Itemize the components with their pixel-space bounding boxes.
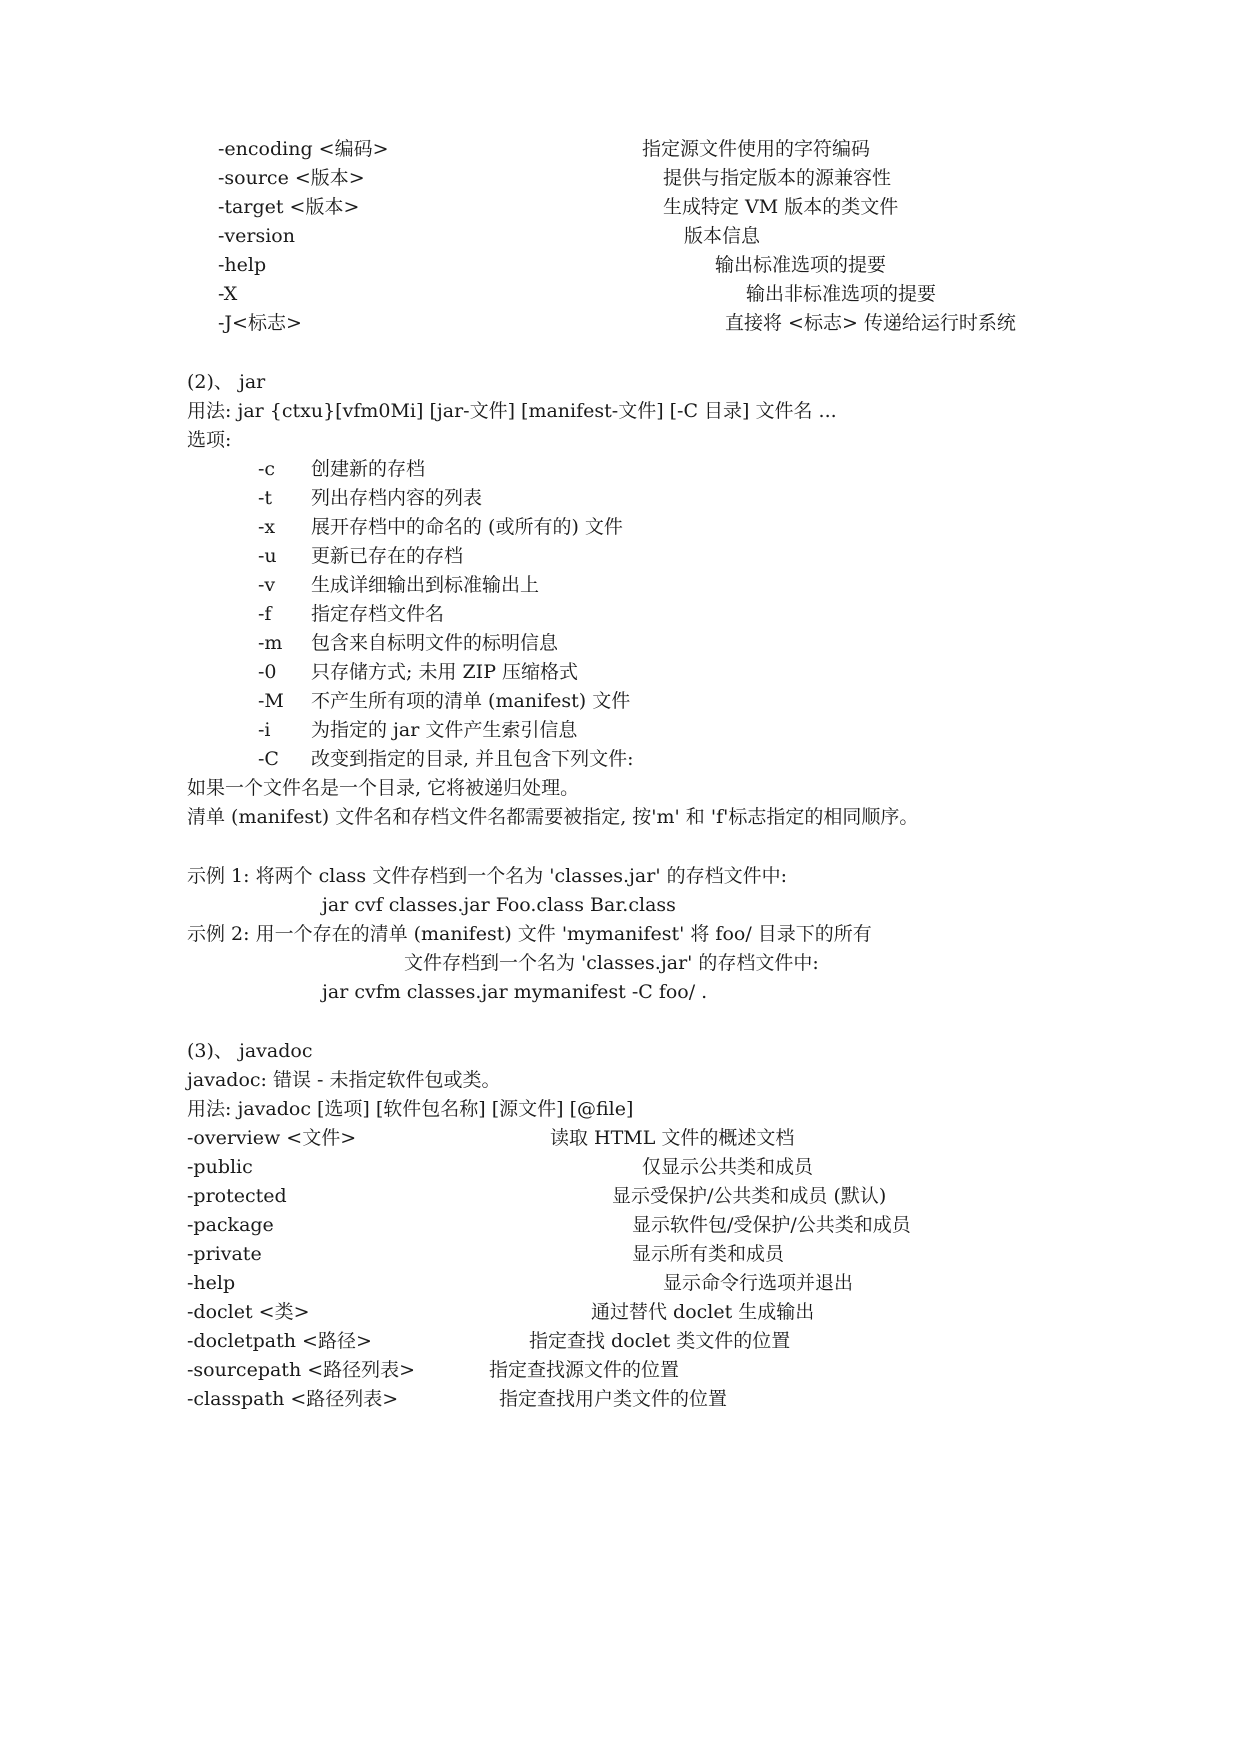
javadoc-option-desc: 显示软件包/受保护/公共类和成员 (632, 1214, 911, 1236)
jar-option-flag: -c (258, 458, 276, 480)
jar-option-flag: -i (258, 719, 271, 741)
jar-option-desc: 包含来自标明文件的标明信息 (311, 632, 559, 654)
javac-option-desc: 提供与指定版本的源兼容性 (663, 167, 892, 189)
jar-option-desc: 不产生所有项的清单 (manifest) 文件 (311, 690, 631, 712)
jar-option-flag: -u (258, 545, 277, 567)
javadoc-option-name: -classpath <路径列表> (187, 1388, 399, 1410)
javadoc-option-name: -public (187, 1156, 253, 1178)
javadoc-option-name: -sourcepath <路径列表> (187, 1359, 416, 1381)
javadoc-option-desc: 指定查找用户类文件的位置 (499, 1388, 728, 1410)
javac-option-name: -target <版本> (218, 196, 360, 218)
javac-option-desc: 输出非标准选项的提要 (746, 283, 937, 305)
javadoc-option-desc: 仅显示公共类和成员 (642, 1156, 814, 1178)
javac-option-desc: 生成特定 VM 版本的类文件 (663, 196, 899, 218)
jar-note-manifest: 清单 (manifest) 文件名和存档文件名都需要被指定, 按'm' 和 'f'标志指定的相同顺序。 (187, 806, 919, 828)
javadoc-option-desc: 显示命令行选项并退出 (663, 1272, 854, 1294)
javadoc-option-name: -doclet <类> (187, 1301, 310, 1323)
jar-example-2-command: jar cvfm classes.jar mymanifest -C foo/ . (322, 981, 708, 1003)
javac-option-desc: 版本信息 (684, 225, 761, 247)
jar-option-desc: 创建新的存档 (311, 458, 426, 480)
javac-option-desc: 输出标准选项的提要 (715, 254, 887, 276)
javac-option-name: -encoding <编码> (218, 138, 389, 160)
jar-options-label: 选项: (187, 429, 232, 451)
javadoc-option-desc: 显示所有类和成员 (632, 1243, 785, 1265)
jar-option-flag: -m (258, 632, 283, 654)
javadoc-option-name: -protected (187, 1185, 287, 1207)
javadoc-option-desc: 读取 HTML 文件的概述文档 (550, 1127, 795, 1149)
jar-example-1: 示例 1: 将两个 class 文件存档到一个名为 'classes.jar' 的存档文件中: (187, 865, 788, 887)
jar-usage: 用法: jar {ctxu}[vfm0Mi] [jar-文件] [manifest-文件] [-C 目录] 文件名 ... (187, 400, 837, 422)
jar-option-flag: -f (258, 603, 272, 625)
jar-option-desc: 更新已存在的存档 (311, 545, 464, 567)
javadoc-heading: (3)、 javadoc (187, 1040, 313, 1062)
javac-option-name: -J<标志> (218, 312, 302, 334)
jar-example-1-command: jar cvf classes.jar Foo.class Bar.class (322, 894, 676, 916)
jar-option-flag: -t (258, 487, 273, 509)
javac-option-name: -help (218, 254, 267, 276)
jar-option-flag: -0 (258, 661, 277, 683)
jar-option-flag: -M (258, 690, 284, 712)
jar-option-flag: -v (258, 574, 276, 596)
javadoc-option-name: -private (187, 1243, 262, 1265)
jar-example-2: 示例 2: 用一个存在的清单 (manifest) 文件 'mymanifest' 将 foo/ 目录下的所有 (187, 923, 872, 945)
javadoc-option-name: -package (187, 1214, 274, 1236)
jar-option-desc: 展开存档中的命名的 (或所有的) 文件 (311, 516, 623, 538)
javac-option-desc: 直接将 <标志> 传递给运行时系统 (725, 312, 1016, 334)
javadoc-usage: 用法: javadoc [选项] [软件包名称] [源文件] [@file] (187, 1098, 634, 1120)
javadoc-error: javadoc: 错误 - 未指定软件包或类。 (187, 1069, 501, 1091)
javac-option-name: -version (218, 225, 295, 247)
javac-option-desc: 指定源文件使用的字符编码 (642, 138, 871, 160)
javac-option-name: -X (218, 283, 238, 305)
javadoc-option-name: -overview <文件> (187, 1127, 357, 1149)
javac-option-name: -source <版本> (218, 167, 365, 189)
javadoc-option-desc: 通过替代 doclet 生成输出 (591, 1301, 815, 1323)
javadoc-option-name: -help (187, 1272, 236, 1294)
jar-option-flag: -C (258, 748, 279, 770)
jar-heading: (2)、 jar (187, 371, 266, 393)
jar-option-desc: 改变到指定的目录, 并且包含下列文件: (311, 748, 634, 770)
jar-option-desc: 为指定的 jar 文件产生索引信息 (311, 719, 578, 741)
jar-option-desc: 生成详细输出到标准输出上 (311, 574, 540, 596)
javadoc-option-desc: 指定查找源文件的位置 (489, 1359, 680, 1381)
jar-note-recursive: 如果一个文件名是一个目录, 它将被递归处理。 (187, 777, 580, 799)
javadoc-option-name: -docletpath <路径> (187, 1330, 372, 1352)
jar-example-2-continued: 文件存档到一个名为 'classes.jar' 的存档文件中: (404, 952, 819, 974)
jar-option-desc: 只存储方式; 未用 ZIP 压缩格式 (311, 661, 579, 683)
jar-option-desc: 指定存档文件名 (311, 603, 445, 625)
jar-option-flag: -x (258, 516, 276, 538)
javadoc-option-desc: 显示受保护/公共类和成员 (默认) (612, 1185, 887, 1207)
jar-option-desc: 列出存档内容的列表 (311, 487, 483, 509)
javadoc-option-desc: 指定查找 doclet 类文件的位置 (529, 1330, 791, 1352)
